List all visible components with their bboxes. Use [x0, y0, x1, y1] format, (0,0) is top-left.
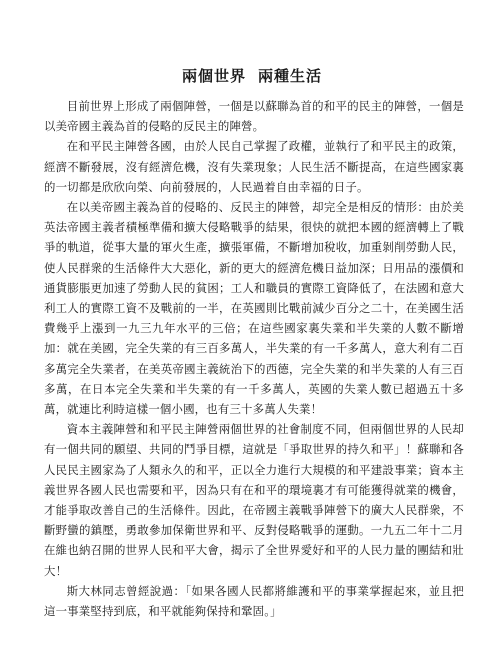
paragraph-5: 斯大林同志曾經說過：「如果各國人民都將維護和平的事業掌握起來，並且把這一事業堅持到底，和平就能夠保持和鞏固。」 [44, 583, 464, 619]
article-title [0, 65, 504, 86]
paragraph-3: 在以美帝國主義為首的侵略的、反民主的陣營，却完全是相反的情形：由於美英法帝國主義者積極準備和擴大侵略戰爭的結果，很快的就把本國的經濟轉上了戰爭的軌道，從事大量的軍火生產，擴張軍備，不斷增加稅收，加重剝削勞動人民，使人民群衆的生活條件大大惡化，新的更大的經濟危機日益加深；日用品的漲價和通貨膨脹更加速了勞動人民的貧困；工人和職員的實際工資降低了，在法國和意大利工人的實際工資不及戰前的一半，在英國則比戰前減少百分之二十，在美國生活費幾乎上漲到一九三九年水平的三倍；在這些國家裏失業和半失業的人數不斷增加：就在美國，完全失業的有三百多萬人，半失業的有一千多萬人，意大利有二百多萬完全失業者，在美英帝國主義統治下的西德，完全失業的和半失業的人有三百多萬，在日本完全失業和半失業的有一千多萬人，英國的失業人數已超過五十多萬，就連比利時這樣一個小國，也有三十多萬人失業！ [44, 200, 464, 417]
paragraph-1: 目前世界上形成了兩個陣營，一個是以蘇聯為首的和平的民主的陣營，一個是以美帝國主義為首的侵略的反民主的陣營。 [44, 99, 464, 134]
title-part-1: 兩個世界 [181, 67, 246, 85]
paragraph-4: 資本主義陣營和和平民主陣營兩個世界的社會制度不同，但兩個世界的人民却有一個共同的願望、共同的鬥爭目標，這就是「爭取世界的持久和平」！蘇聯和各人民民主國家為了人類永久的和平，正以全力進行大規模的和平建設事業；資本主義世界各國人民也需要和平，因為只有在和平的環境裏才有可能獲得就業的機會，才能爭取改善自己的生活條件。因此，在帝國主義戰爭陣營下的廣大人民群衆，不斷野蠻的鎮壓，勇敢參加保衛世界和平、反對侵略戰爭的運動。一九五二年十二月在維也納召開的世界人民和平大會，揭示了全世界愛好和平的人民力量的團結和壯大！ [44, 422, 464, 578]
paragraph-2: 在和平民主陣營各國，由於人民自己掌握了政權，並執行了和平民主的政策，經濟不斷發展，沒有經濟危機，沒有失業現象；人民生活不斷提高，在這些國家裏的一切都是欣欣向榮、向前發展的，人民過着自由幸福的日子。 [44, 139, 464, 194]
title-part-2: 兩種生活 [258, 67, 323, 85]
article-body [44, 96, 464, 621]
